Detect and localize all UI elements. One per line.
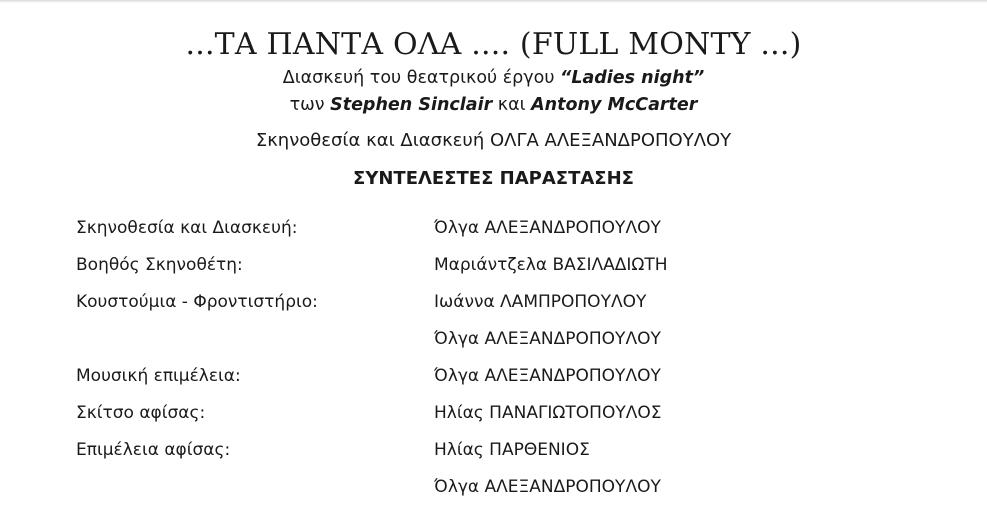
credit-person: Ιωάννα ΛΑΜΠΡΟΠΟΥΛΟΥ bbox=[434, 292, 647, 312]
credit-person: Όλγα ΑΛΕΞΑΝΔΡΟΠΟΥΛΟΥ bbox=[434, 218, 661, 238]
credit-person: Μαριάντζελα ΒΑΣΙΛΑΔΙΩΤΗ bbox=[434, 255, 668, 275]
credit-row bbox=[76, 253, 976, 290]
credit-person: Ηλίας ΠΑΝΑΓΙΩΤΟΠΟΥΛΟΣ bbox=[434, 403, 662, 423]
credit-person: Όλγα ΑΛΕΞΑΝΔΡΟΠΟΥΛΟΥ bbox=[434, 366, 661, 386]
authors-line bbox=[0, 93, 987, 117]
credit-person: Όλγα ΑΛΕΞΑΝΔΡΟΠΟΥΛΟΥ bbox=[434, 329, 661, 349]
page-top-edge bbox=[0, 0, 987, 3]
credit-row bbox=[76, 290, 976, 327]
authors-conjunction: και bbox=[492, 95, 532, 115]
credit-role: Σκίτσο αφίσας: bbox=[76, 403, 206, 423]
adaptation-line bbox=[0, 66, 987, 90]
credit-row bbox=[76, 216, 976, 253]
credit-person: Ηλίας ΠΑΡΘΕΝΙΟΣ bbox=[434, 440, 590, 460]
credit-row bbox=[76, 364, 976, 401]
credit-role: Επιμέλεια αφίσας: bbox=[76, 440, 231, 460]
credit-person: Όλγα ΑΛΕΞΑΝΔΡΟΠΟΥΛΟΥ bbox=[434, 477, 661, 497]
author-1: Stephen Sinclair bbox=[330, 95, 493, 115]
credit-role: Κουστούμια - Φροντιστήριο: bbox=[76, 292, 318, 312]
authors-prefix: των bbox=[289, 95, 331, 115]
author-2: Antony McCarter bbox=[531, 95, 698, 115]
credit-role: Βοηθός Σκηνοθέτη: bbox=[76, 255, 243, 275]
credit-role: Μουσική επιμέλεια: bbox=[76, 366, 241, 386]
section-heading: ΣΥΝΤΕΛΕΣΤΕΣ ΠΑΡΑΣΤΑΣΗΣ bbox=[353, 168, 634, 189]
credit-row bbox=[76, 475, 976, 512]
play-title: “Ladies night” bbox=[560, 68, 705, 88]
credit-row bbox=[76, 438, 976, 475]
credit-role: Σκηνοθεσία και Διασκευή: bbox=[76, 218, 298, 238]
credits-list bbox=[76, 216, 976, 512]
credit-row bbox=[76, 327, 976, 364]
credit-row bbox=[76, 401, 976, 438]
document-title: ...ΤΑ ΠΑΝΤΑ ΟΛΑ .... (FULL MONTY ...) bbox=[185, 27, 802, 62]
adaptation-prefix: Διασκευή του θεατρικού έργου bbox=[282, 68, 561, 88]
direction-line: Σκηνοθεσία και Διασκευή ΟΛΓΑ ΑΛΕΞΑΝΔΡΟΠΟΥΛΟΥ bbox=[255, 130, 732, 151]
